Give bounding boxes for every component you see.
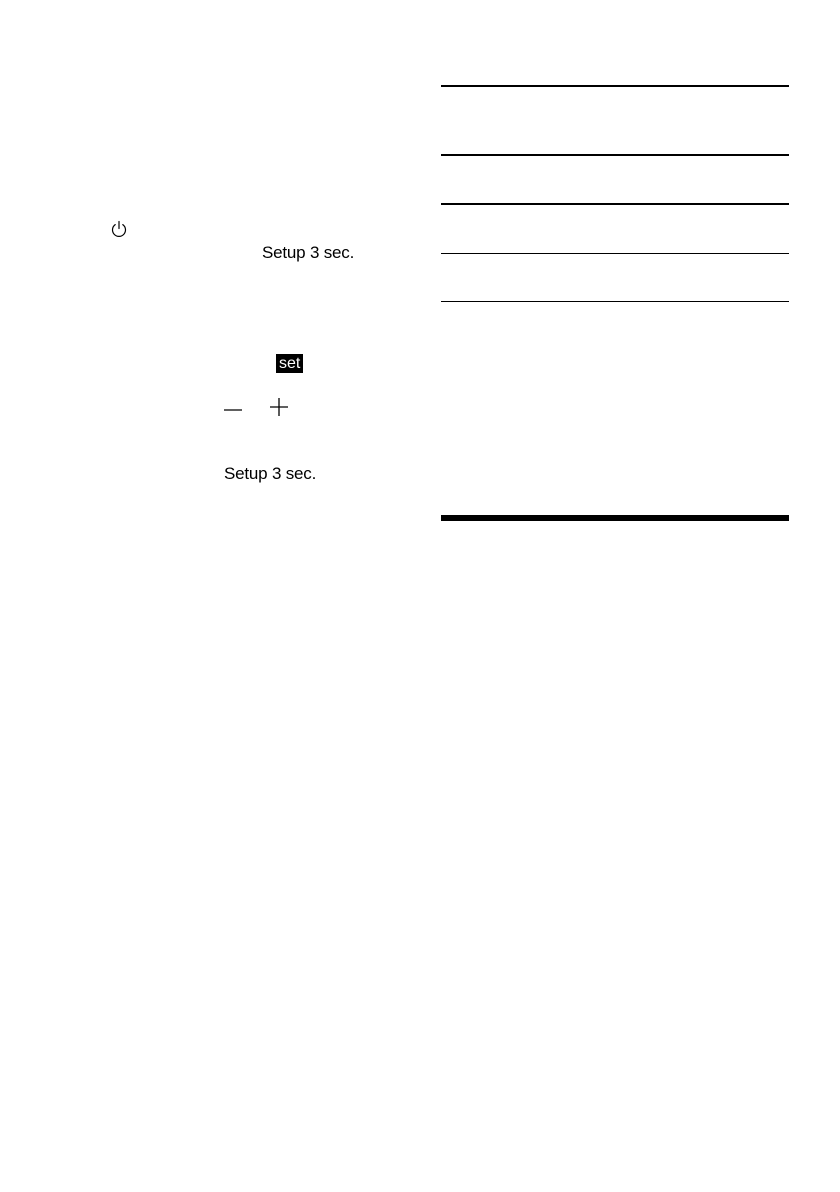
power-icon [110,220,128,238]
table-header-rule [441,154,789,156]
table-row-rule [441,253,789,254]
table-top-rule [441,85,789,87]
section-heading-rule [441,515,789,521]
table-row-rule [441,203,789,205]
table-bottom-rule [441,301,789,302]
setup-hold-label: Setup 3 sec. [262,243,355,262]
setup-hold-label: Setup 3 sec. [224,464,317,483]
plus-icon [268,396,290,418]
set-badge: set [276,354,303,373]
minus-icon [222,400,244,420]
